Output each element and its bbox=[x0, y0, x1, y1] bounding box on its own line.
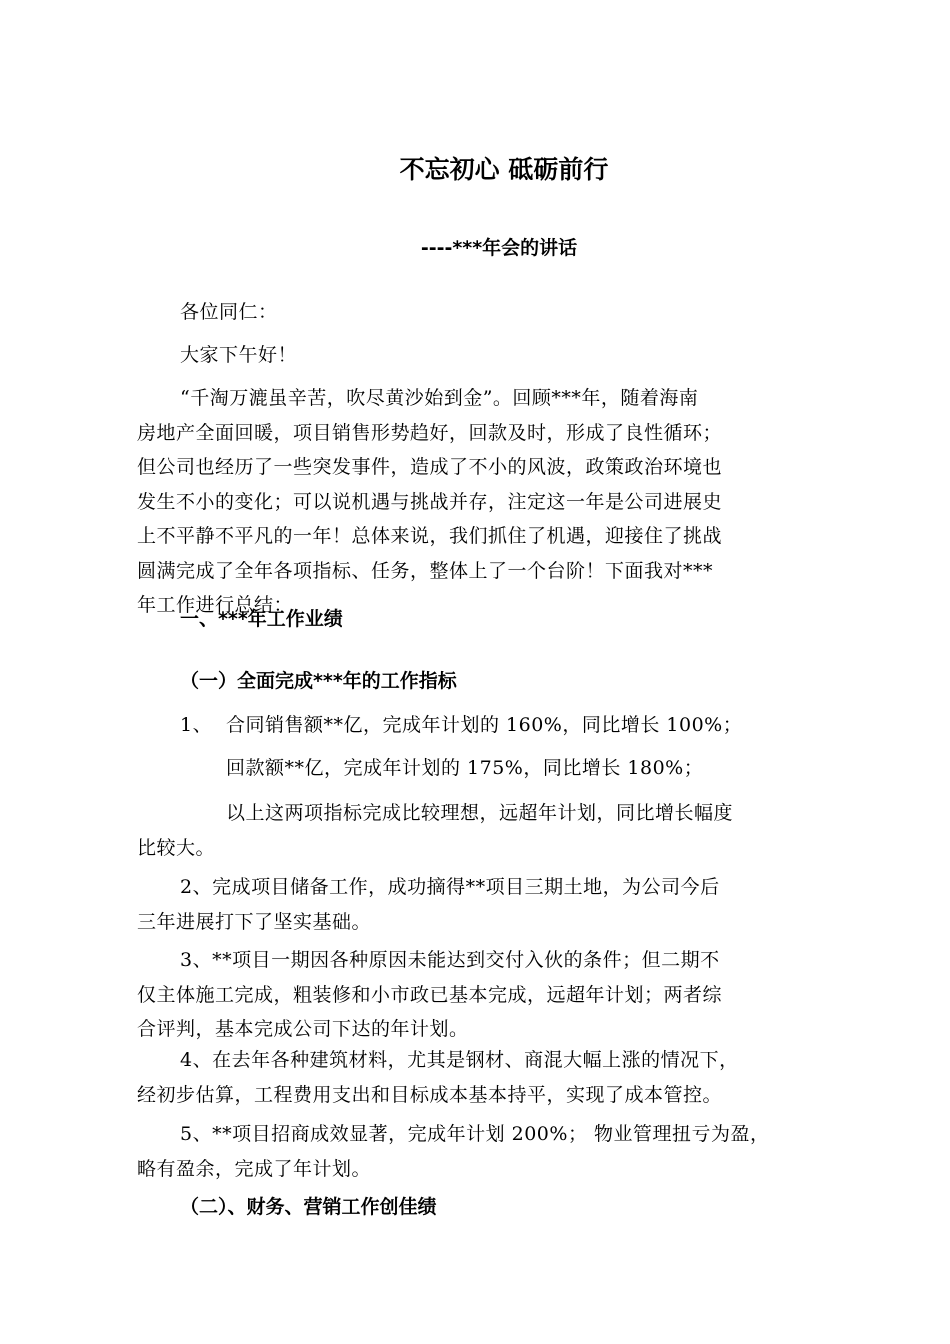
document-subtitle: ----***年会的讲话 bbox=[420, 237, 578, 259]
intro-line: 圆满完成了全年各项指标、任务，整体上了一个台阶！下面我对*** bbox=[137, 559, 714, 582]
item-2-line: 2、完成项目储备工作，成功摘得**项目三期土地，为公司今后 bbox=[180, 876, 720, 898]
item-5-line: 5、**项目招商成效显著，完成年计划 200%； 物业管理扭亏为盈， bbox=[180, 1123, 770, 1145]
item-1-line: 合同销售额**亿，完成年计划的 160%，同比增长 100%； bbox=[226, 714, 743, 736]
item-3-line: 仅主体施工完成，粗装修和小市政已基本完成，远超年计划；两者综 bbox=[137, 983, 723, 1006]
item-1-line: 以上这两项指标完成比较理想，远超年计划，同比增长幅度 bbox=[226, 802, 734, 824]
item-1-line: 回款额**亿，完成年计划的 175%，同比增长 180%； bbox=[226, 757, 704, 779]
item-5-line: 略有盈余，完成了年计划。 bbox=[137, 1157, 372, 1180]
item-1-number: 1、 bbox=[180, 714, 213, 736]
item-3-paragraph bbox=[137, 943, 827, 1047]
greeting-afternoon: 大家下午好！ bbox=[180, 344, 298, 366]
intro-line: 房地产全面回暖，项目销售形势趋好，回款及时，形成了良性循环； bbox=[137, 421, 723, 444]
subsection-2-heading: （二）、财务、营销工作创佳绩 bbox=[180, 1196, 437, 1218]
item-4-line: 经初步估算，工程费用支出和目标成本基本持平，实现了成本管控。 bbox=[137, 1083, 723, 1106]
intro-line: 但公司也经历了一些突发事件，造成了不小的风波，政策政治环境也 bbox=[137, 456, 723, 478]
item-5-paragraph bbox=[137, 1117, 827, 1186]
greeting-colleagues: 各位同仁： bbox=[180, 301, 278, 323]
item-4-line: 4、在去年各种建筑材料，尤其是钢材、商混大幅上涨的情况下， bbox=[180, 1049, 739, 1071]
intro-line: 发生不小的变化；可以说机遇与挑战并存，注定这一年是公司进展史 bbox=[137, 490, 723, 513]
item-1-line: 比较大。 bbox=[137, 836, 216, 859]
intro-line: 年工作进行总结： bbox=[137, 594, 294, 616]
item-3-line: 合评判，基本完成公司下达的年计划。 bbox=[137, 1018, 469, 1040]
item-2-line: 三年进展打下了坚实基础。 bbox=[137, 910, 372, 933]
intro-line: 上不平静不平凡的一年！总体来说，我们抓住了机遇，迎接住了挑战 bbox=[137, 525, 723, 547]
intro-paragraph bbox=[137, 381, 827, 623]
item-2-paragraph bbox=[137, 870, 827, 939]
document-title: 不忘初心 砥砺前行 bbox=[399, 155, 609, 184]
subsection-1-heading: （一）全面完成***年的工作指标 bbox=[180, 670, 457, 692]
item-1-summary bbox=[137, 796, 827, 865]
intro-line: “千淘万漉虽辛苦，吹尽黄沙始到金”。回顾***年，随着海南 bbox=[180, 387, 699, 409]
section-1-heading: 一、***年工作业绩 bbox=[180, 608, 343, 630]
item-4-paragraph bbox=[137, 1043, 827, 1112]
item-3-line: 3、**项目一期因各种原因未能达到交付入伙的条件；但二期不 bbox=[180, 949, 720, 971]
